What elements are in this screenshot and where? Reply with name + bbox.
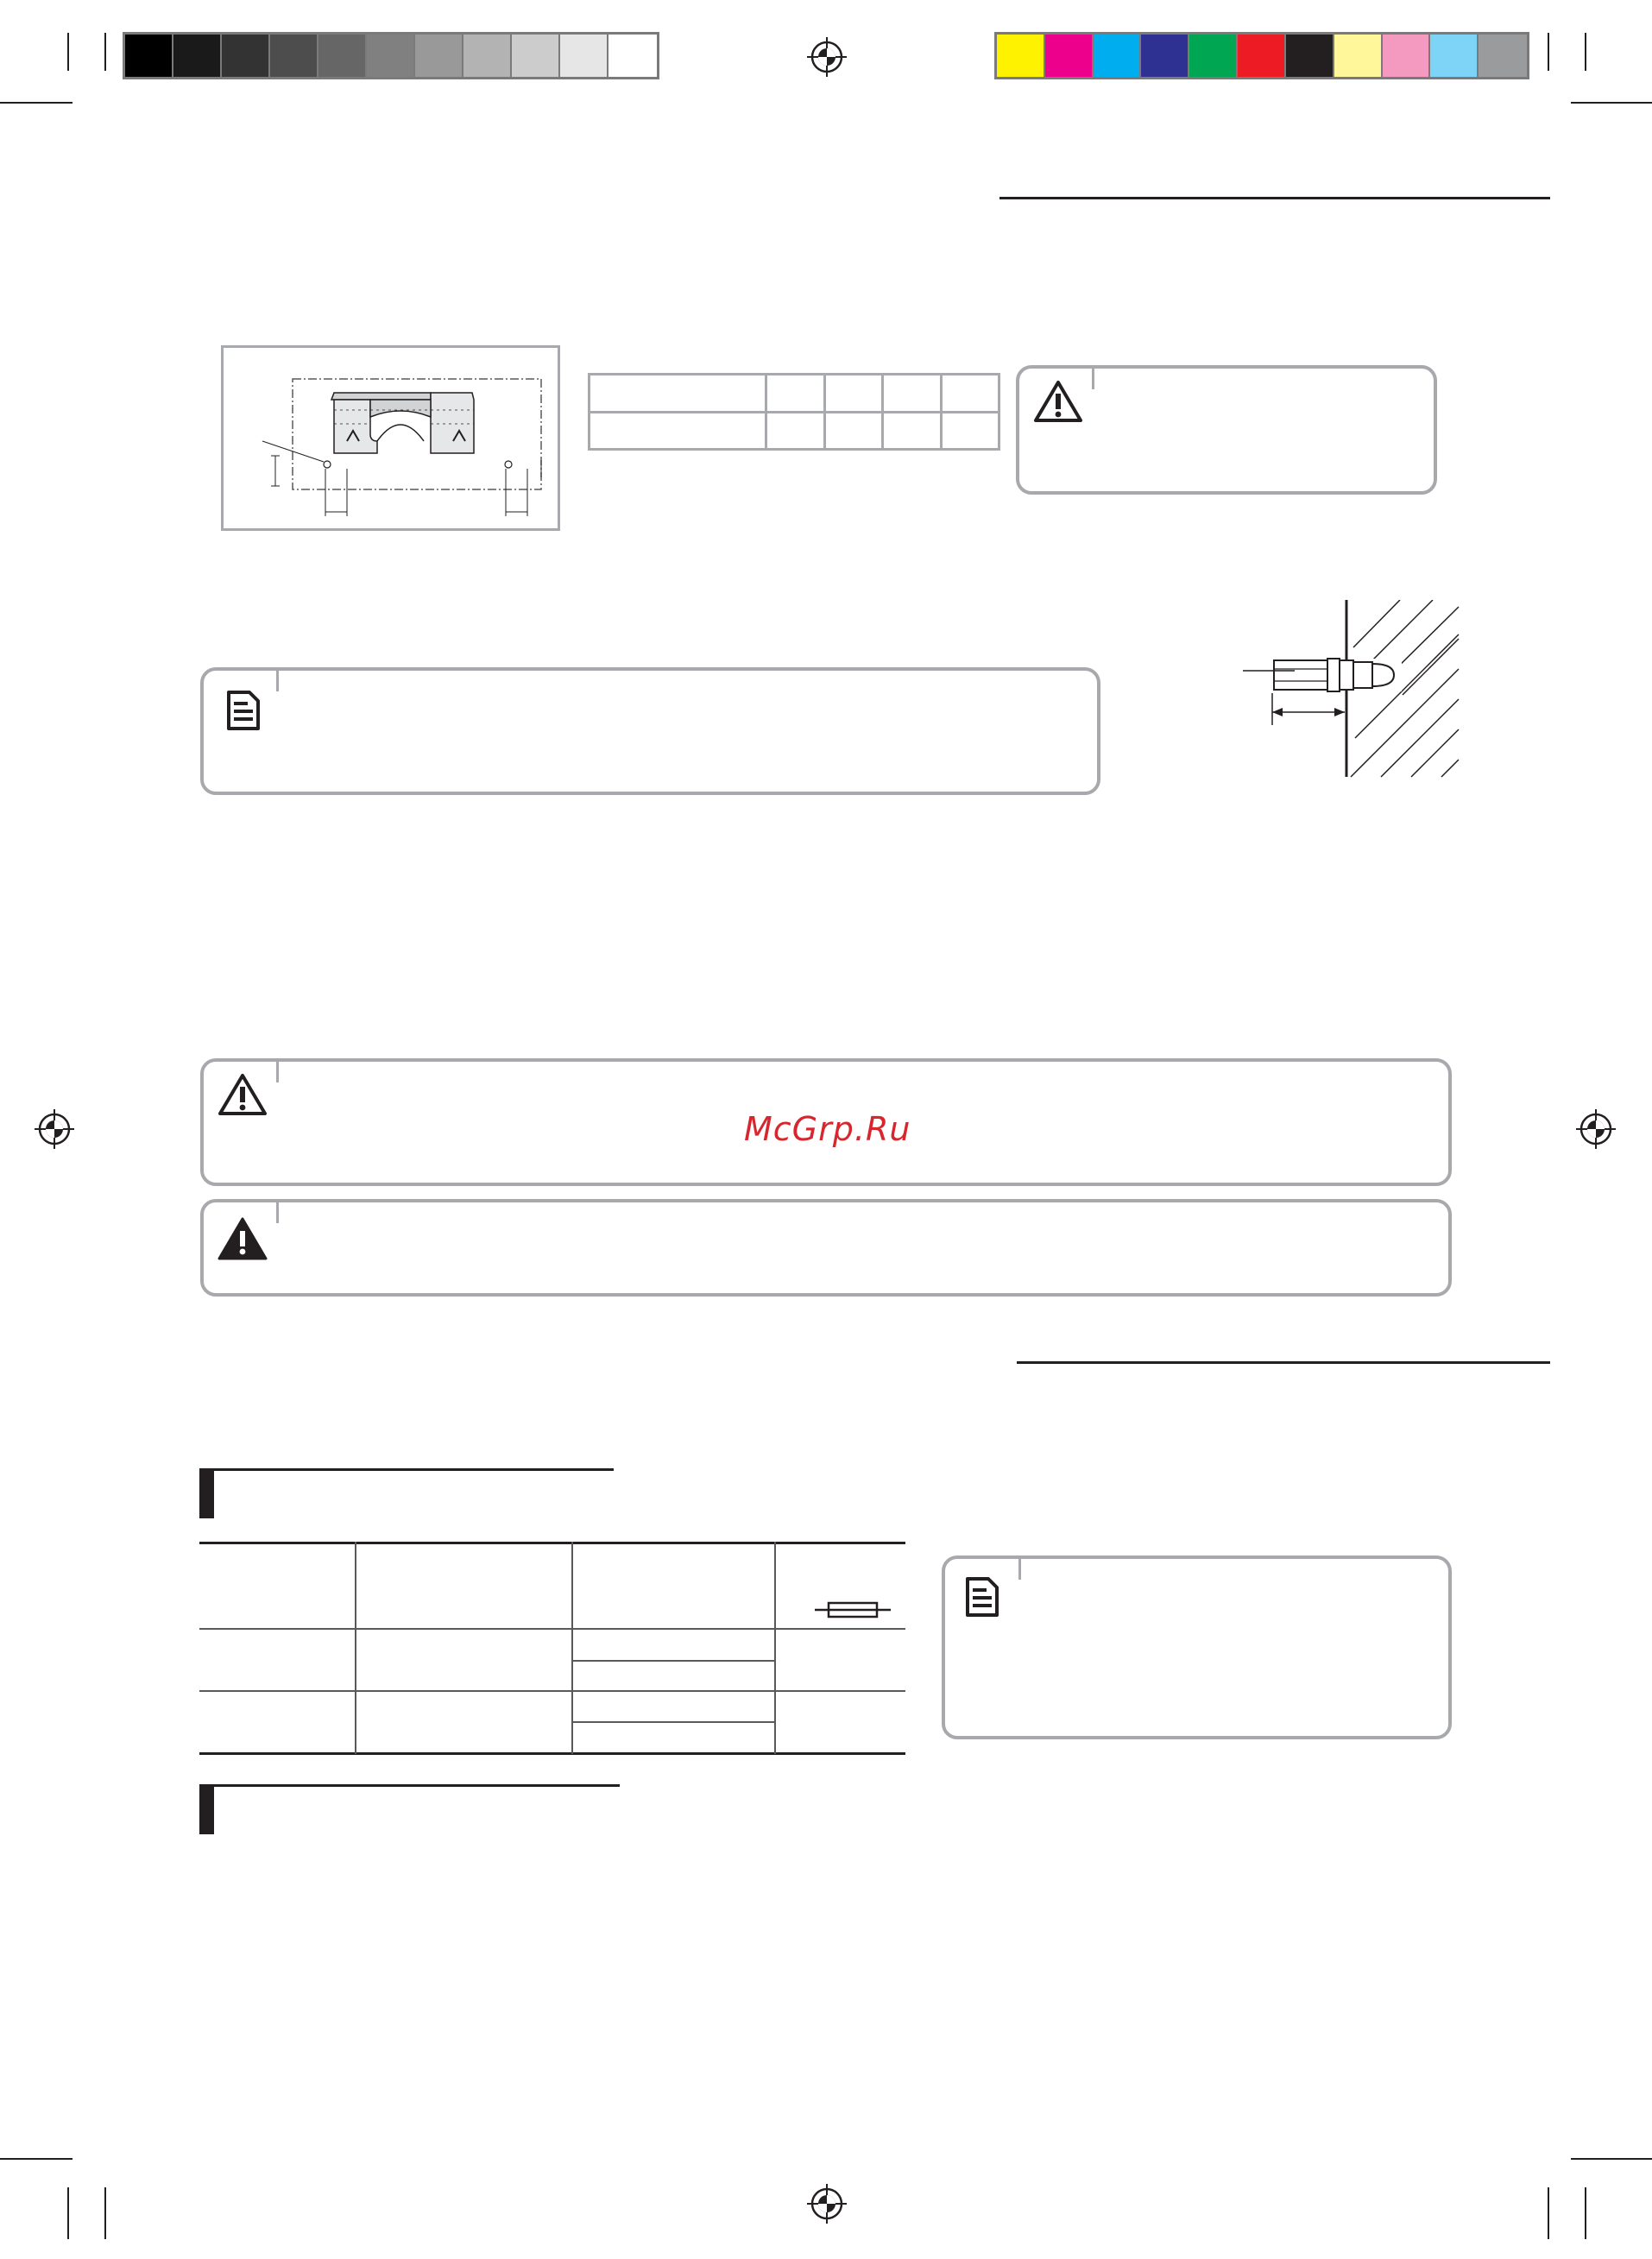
box-tab	[1018, 1555, 1021, 1580]
gray-swatch	[367, 35, 415, 77]
subsection-heading	[199, 1784, 620, 1834]
warning-triangle-outline-icon	[218, 1072, 268, 1117]
wall-anchor-figure	[1243, 600, 1460, 779]
gray-swatch	[463, 35, 512, 77]
gray-swatch	[608, 35, 657, 77]
warning-triangle-filled-icon	[218, 1216, 268, 1261]
registration-mark-icon	[807, 2184, 847, 2224]
gray-swatch	[173, 35, 222, 77]
table-cell	[766, 375, 825, 413]
table-bottom-rule	[199, 1752, 905, 1755]
crop-mark	[0, 102, 73, 104]
crop-mark	[1585, 2187, 1586, 2239]
dimension-table	[588, 373, 1000, 451]
gray-swatch	[318, 35, 367, 77]
table-rule	[199, 1628, 905, 1630]
color-swatch	[1479, 35, 1527, 77]
note-document-icon	[226, 690, 261, 731]
table-row	[590, 412, 999, 450]
table-cell	[883, 375, 942, 413]
gray-swatch	[512, 35, 560, 77]
crop-mark	[104, 2187, 106, 2239]
crop-mark	[1571, 2158, 1652, 2160]
table-column-rule	[774, 1542, 776, 1754]
process-color-bar	[994, 32, 1529, 79]
table-cell	[941, 412, 999, 450]
table-cell	[590, 375, 766, 413]
registration-mark-icon	[807, 37, 847, 77]
table-rule	[571, 1660, 774, 1662]
color-swatch	[997, 35, 1045, 77]
crop-mark	[1585, 33, 1586, 71]
color-swatch	[1383, 35, 1431, 77]
watermark-text: McGrp.Ru	[744, 1110, 911, 1148]
table-cell	[941, 375, 999, 413]
grayscale-color-bar	[123, 32, 659, 79]
color-swatch	[1286, 35, 1334, 77]
table-column-rule	[571, 1542, 573, 1754]
gray-swatch	[222, 35, 270, 77]
gray-swatch	[125, 35, 173, 77]
note-document-icon	[965, 1576, 999, 1618]
fuse-symbol-icon	[815, 1600, 891, 1620]
table-cell	[824, 412, 883, 450]
crop-mark	[0, 2158, 73, 2160]
crop-mark	[1548, 2187, 1549, 2239]
box-tab	[276, 667, 279, 691]
table-cell	[766, 412, 825, 450]
table-rule	[571, 1721, 774, 1723]
table-row	[590, 375, 999, 413]
crop-mark	[1571, 102, 1652, 104]
color-swatch	[1238, 35, 1286, 77]
color-swatch	[1430, 35, 1479, 77]
color-swatch	[1045, 35, 1094, 77]
crop-mark	[104, 33, 106, 71]
installation-plate-drawing	[224, 348, 558, 528]
warning-triangle-outline-icon	[1033, 379, 1083, 424]
gray-swatch	[415, 35, 463, 77]
crop-mark	[1548, 33, 1549, 71]
heading-bar	[199, 1468, 214, 1518]
section-rule	[999, 197, 1550, 199]
note-box	[942, 1555, 1452, 1739]
crop-mark	[67, 2187, 69, 2239]
registration-mark-icon	[35, 1109, 74, 1149]
table-cell	[883, 412, 942, 450]
gray-swatch	[270, 35, 318, 77]
table-cell	[590, 412, 766, 450]
table-column-rule	[355, 1542, 356, 1754]
color-swatch	[1094, 35, 1142, 77]
table-cell	[824, 375, 883, 413]
box-tab	[276, 1058, 279, 1082]
color-swatch	[1141, 35, 1189, 77]
caution-box	[1016, 365, 1437, 495]
section-rule	[1017, 1361, 1550, 1364]
note-box	[200, 667, 1100, 795]
subsection-heading	[199, 1468, 614, 1518]
box-tab	[276, 1199, 279, 1223]
heading-line	[214, 1784, 620, 1787]
installation-plate-figure	[221, 345, 560, 531]
gray-swatch	[560, 35, 608, 77]
color-swatch	[1189, 35, 1238, 77]
crop-mark	[67, 33, 69, 71]
table-top-rule	[199, 1542, 905, 1544]
heading-line	[214, 1468, 614, 1471]
warning-box	[200, 1199, 1452, 1297]
wall-anchor-drawing	[1243, 600, 1460, 779]
color-swatch	[1334, 35, 1383, 77]
box-tab	[1092, 365, 1094, 389]
registration-mark-icon	[1576, 1109, 1616, 1149]
table-rule	[199, 1690, 905, 1692]
heading-bar	[199, 1784, 214, 1834]
